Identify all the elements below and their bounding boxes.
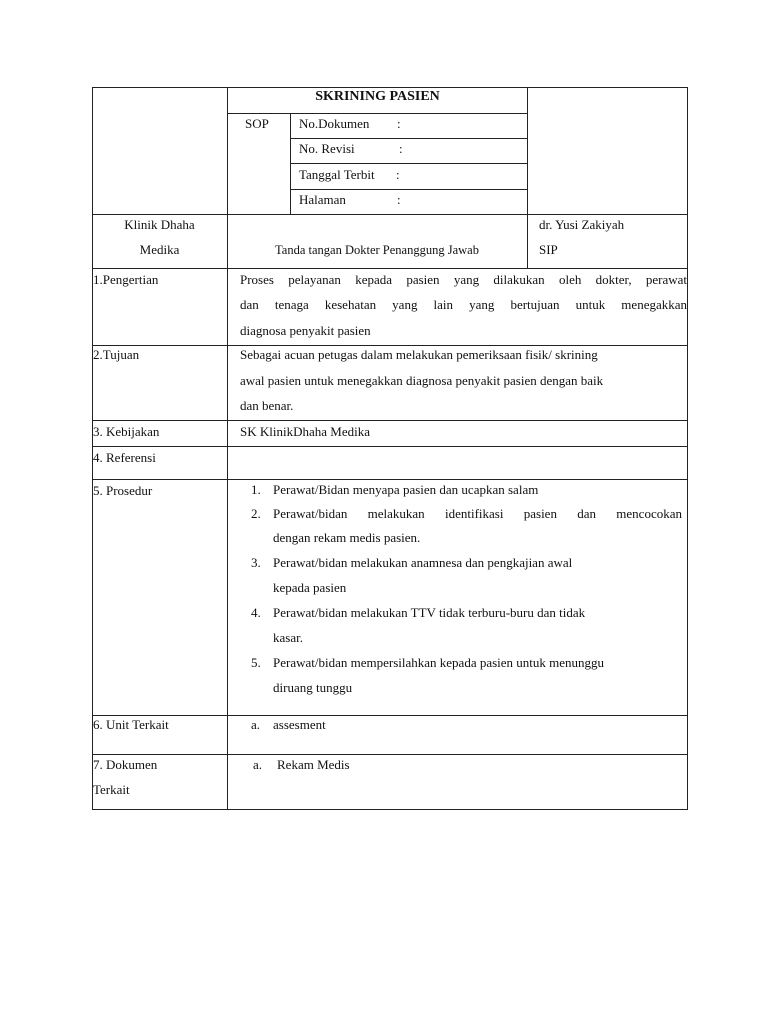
signature-label: Tanda tangan Dokter Penanggung Jawab (275, 243, 479, 257)
dokumen-terkait-value: Rekam Medis (277, 757, 350, 772)
prosedur-item-text: Perawat/bidan mempersilahkan kepada pasien untuk menunggu (273, 655, 605, 670)
prosedur-item-number: 2. (251, 506, 261, 521)
field-label-no-revisi: No. Revisi (299, 141, 355, 156)
field-line-2 (290, 163, 528, 164)
row-line-unit (92, 754, 688, 755)
table-border-right (687, 87, 688, 810)
field-label-no-dokumen: No.Dokumen (299, 116, 370, 131)
prosedur-item-number: 3. (251, 555, 261, 570)
title-underline (227, 113, 528, 114)
kebijakan-value: SK KlinikDhaha Medika (240, 424, 370, 439)
prosedur-item-text: Perawat/Bidan menyapa pasien dan ucapkan salam (273, 482, 539, 497)
field-sep-halaman: : (397, 192, 401, 207)
prosedur-item-text-cont: kepada pasien (273, 580, 347, 595)
prosedur-item-text: Perawat/bidan melakukan anamnesa dan pengkajian awal (273, 555, 573, 570)
prosedur-item-text-cont: dengan rekam medis pasien. (273, 530, 421, 545)
pengertian-line-2: dan tenaga kesehatan yang lain yang bertujuan untuk menegakkan (240, 297, 687, 312)
unit-terkait-marker: a. (251, 717, 261, 732)
sop-label: SOP (245, 116, 269, 131)
header-bottom-line (92, 214, 688, 215)
doctor-sip: SIP (539, 242, 558, 257)
pengertian-line-3: diagnosa penyakit pasien (240, 323, 371, 338)
referensi-label: 4. Referensi (93, 450, 156, 465)
prosedur-item-text: Perawat/bidan melakukan TTV tidak terburu-buru dan tidak (273, 605, 586, 620)
prosedur-item-number: 4. (251, 605, 261, 620)
field-line-3 (290, 189, 528, 190)
row-line-signature (92, 268, 688, 269)
dokumen-terkait-label-line2: Terkait (93, 782, 130, 797)
dokumen-terkait-label-line1: 7. Dokumen (93, 757, 158, 772)
clinic-name-line2: Medika (139, 242, 180, 257)
tujuan-label: 2.Tujuan (93, 347, 140, 362)
field-label-tanggal-terbit: Tanggal Terbit (299, 167, 375, 182)
clinic-name-line1: Klinik Dhaha (124, 217, 195, 232)
document-title: SKRINING PASIEN (315, 89, 440, 104)
tujuan-line-1: Sebagai acuan petugas dalam melakukan pemeriksaan fisik/ skrining (240, 347, 598, 362)
unit-terkait-value: assesment (273, 717, 326, 732)
table-border-top (92, 87, 688, 88)
prosedur-item-number: 1. (251, 482, 261, 497)
row-line-kebijakan (92, 446, 688, 447)
row-line-pengertian (92, 345, 688, 346)
dokumen-terkait-marker: a. (253, 757, 263, 772)
table-border-bottom (92, 809, 688, 810)
row-line-tujuan (92, 420, 688, 421)
prosedur-label: 5. Prosedur (93, 483, 153, 498)
tujuan-line-2: awal pasien untuk menegakkan diagnosa penyakit pasien dengan baik (240, 373, 604, 388)
field-sep-no-revisi: : (399, 141, 403, 156)
unit-terkait-label: 6. Unit Terkait (93, 717, 169, 732)
kebijakan-label: 3. Kebijakan (93, 424, 160, 439)
doctor-name: dr. Yusi Zakiyah (539, 217, 625, 232)
column-divider-left (227, 87, 228, 810)
tujuan-line-3: dan benar. (240, 398, 294, 413)
pengertian-label: 1.Pengertian (93, 272, 159, 287)
field-line-1 (290, 138, 528, 139)
field-sep-no-dokumen: : (397, 116, 401, 131)
field-sep-tanggal-terbit: : (396, 167, 400, 182)
prosedur-item-text-cont: kasar. (273, 630, 303, 645)
pengertian-line-1: Proses pelayanan kepada pasien yang dilakukan oleh dokter, perawat (240, 272, 687, 287)
prosedur-item-text: Perawat/bidan melakukan identifikasi pasien dan mencocokan (273, 506, 682, 521)
field-label-halaman: Halaman (299, 192, 346, 207)
row-line-referensi (92, 479, 688, 480)
row-line-prosedur (92, 715, 688, 716)
column-divider-right-header (527, 87, 528, 269)
prosedur-item-text-cont: diruang tunggu (273, 680, 353, 695)
table-border-left (92, 87, 93, 810)
prosedur-item-number: 5. (251, 655, 261, 670)
